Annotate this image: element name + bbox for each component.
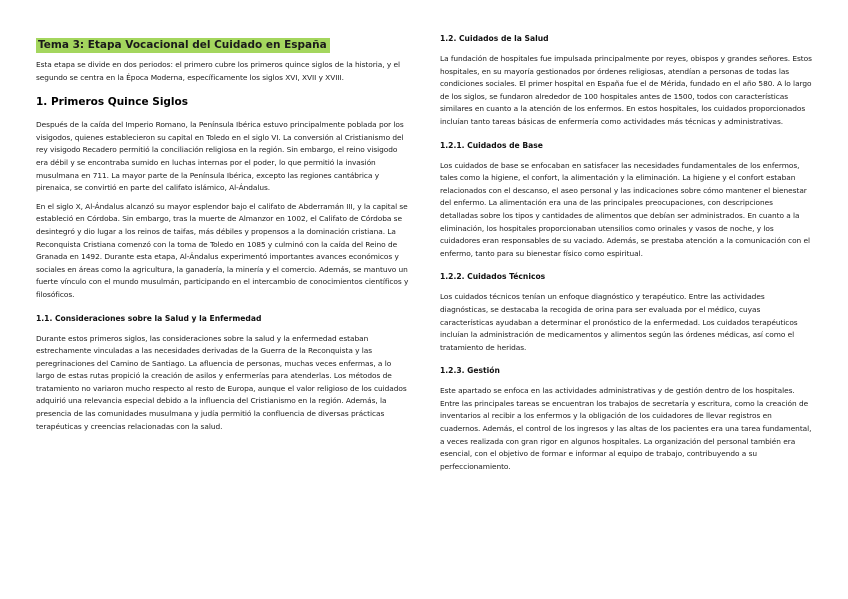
subsection-1-2-3-paragraph: Este apartado se enfoca en las actividades administrativas y de gestión dentro de los hospitales. Entre las principales tareas se encuentran los trabajos de secretaría y escritura, como la creación de inventarios al recibir a los enfermos y la obligación de los cuidadores de llevar registros en cuadernos. Además, el control de los ingresos y las altas de los pacientes era una tarea fundamental, a veces realizada con gran rigor en algunos hospitales. La organización del personal también era esencial, con el objetivo de formar e informar al equipo de trabajo, contribuyendo a su perfeccionamiento. (440, 386, 812, 471)
subsection-1-1-paragraph: Durante estos primeros siglos, las consideraciones sobre la salud y la enfermedad estaban estrechamente vinculadas a las necesidades derivadas de la Guerra de la Reconquista y las peregrinaciones del Camino de Santiago. La afluencia de personas, muchas veces enfermas, a lo largo de estas rutas propició la creación de asilos y enfermerías para atenderlas. Los métodos de tratamiento no variaron mucho respecto al resto de Europa, aunque el valor religioso de los cuidados adquirió una relevancia especial debido a la influencia del Cristianismo en la región. Además, la presencia de las comunidades musulmana y judía permitió la confluencia de diversas prácticas terapéuticas y creencias relacionadas con la salud. (36, 333, 407, 431)
intro-paragraph: Esta etapa se divide en dos periodos: el primero cubre los primeros quince siglos de la historia, y el segundo se centra en la Época Moderna, específicamente los siglos XVI, XVII y XVIII. (36, 60, 400, 82)
section-1-paragraph-1: Después de la caída del Imperio Romano, la Península Ibérica estuvo principalmente poblada por los visigodos, quienes establecieron su capital en Toledo en el siglo VI. La conversión al Cristianismo del rey visigodo Recadero permitió la conciliación religiosa en la región. Sin embargo, el reino visigodo era débil y se encontraba sumido en luchas internas por el poder, lo que permitió la invasión musulmana en 711. La mayor parte de la Península Ibérica, excepto las regiones cantábrica y pirenaica, se convirtió en parte del califato islámico, Al-Ándalus. (36, 120, 404, 193)
section-1-paragraph-2: En el siglo X, Al-Ándalus alcanzó su mayor esplendor bajo el califato de Abderramán III, y la capital se estableció en Córdoba. Sin embargo, tras la muerte de Almanzor en 1002, el Califato de Córdoba se desintegró y dio lugar a los reinos de taifas, más débiles y propensos a la dominación cristiana. La Reconquista Cristiana comenzó con la toma de Toledo en 1085 y culminó con la caída del Reino de Granada en 1492. Durante esta etapa, Al-Ándalus experimentó importantes avances económicos y sociales en áreas como la agricultura, la ganadería, la minería y el comercio. Además, se mantuvo un fuerte vínculo con el mundo musulmán, participando en el intercambio de conocimientos científicos y filosóficos. (36, 201, 409, 299)
subsection-1-2-heading: 1.2. Cuidados de la Salud (440, 34, 549, 43)
subsection-1-2-2-paragraph: Los cuidados técnicos tenían un enfoque diagnóstico y terapéutico. Entre las actividades diagnósticas, se destacaba la recogida de orina para ser evaluada por el médico, cuyas características ayudaban a determinar el pronóstico de la enfermedad. Los cuidados terapéuticos incluían la administración de medicamentos y alimentos según las órdenes médicas, así como el tratamiento de heridas. (440, 292, 798, 352)
subsection-1-2-2-heading: 1.2.2. Cuidados Técnicos (440, 272, 546, 282)
left-column (36, 33, 410, 433)
page-title: Tema 3: Etapa Vocacional del Cuidado en España (36, 38, 330, 53)
subsection-1-2-1-paragraph: Los cuidados de base se enfocaban en satisfacer las necesidades fundamentales de los enfermos, tales como la higiene, el confort, la alimentación y la eliminación. La higiene y el confort estaban relacionados con el descanso, el aseo personal y las indicaciones sobre cómo mantener el bienestar del enfermo. La alimentación era una de las principales preocupaciones, con descripciones detalladas sobre los tipos y cantidades de alimentos que debían ser administrados. En cuanto a la eliminación, los hospitales proporcionaban utensilios como orinales y vasos de noche, y los cuidadores eran responsables de su vaciado. Además, se prestaba atención a la comunicación con el enfermo, tanto para su bienestar físico como espiritual. (440, 160, 810, 258)
subsection-1-2-1-heading: 1.2.1. Cuidados de Base (440, 140, 543, 150)
section-1-heading: 1. Primeros Quince Siglos (36, 96, 188, 109)
subsection-1-2-paragraph: La fundación de hospitales fue impulsada principalmente por reyes, obispos y grandes señores. Estos hospitales, en su mayoría gestionados por órdenes religiosas, atendían a personas de todas las condiciones sociales. El primer hospital en España fue el de Mérida, fundado en el año 580. A lo largo de los siglos, se fundaron alrededor de 100 hospitales antes de 1500, todos con características similares en cuanto a la atención de los enfermos. En estos hospitales, los cuidados proporcionados incluían tanto tareas básicas de enfermería como actividades más técnicas y administrativas. (440, 54, 812, 126)
right-column (440, 33, 812, 473)
subsection-1-2-3-heading: 1.2.3. Gestión (440, 366, 500, 376)
subsection-1-1-heading: 1.1. Consideraciones sobre la Salud y la Enfermedad (36, 313, 262, 323)
